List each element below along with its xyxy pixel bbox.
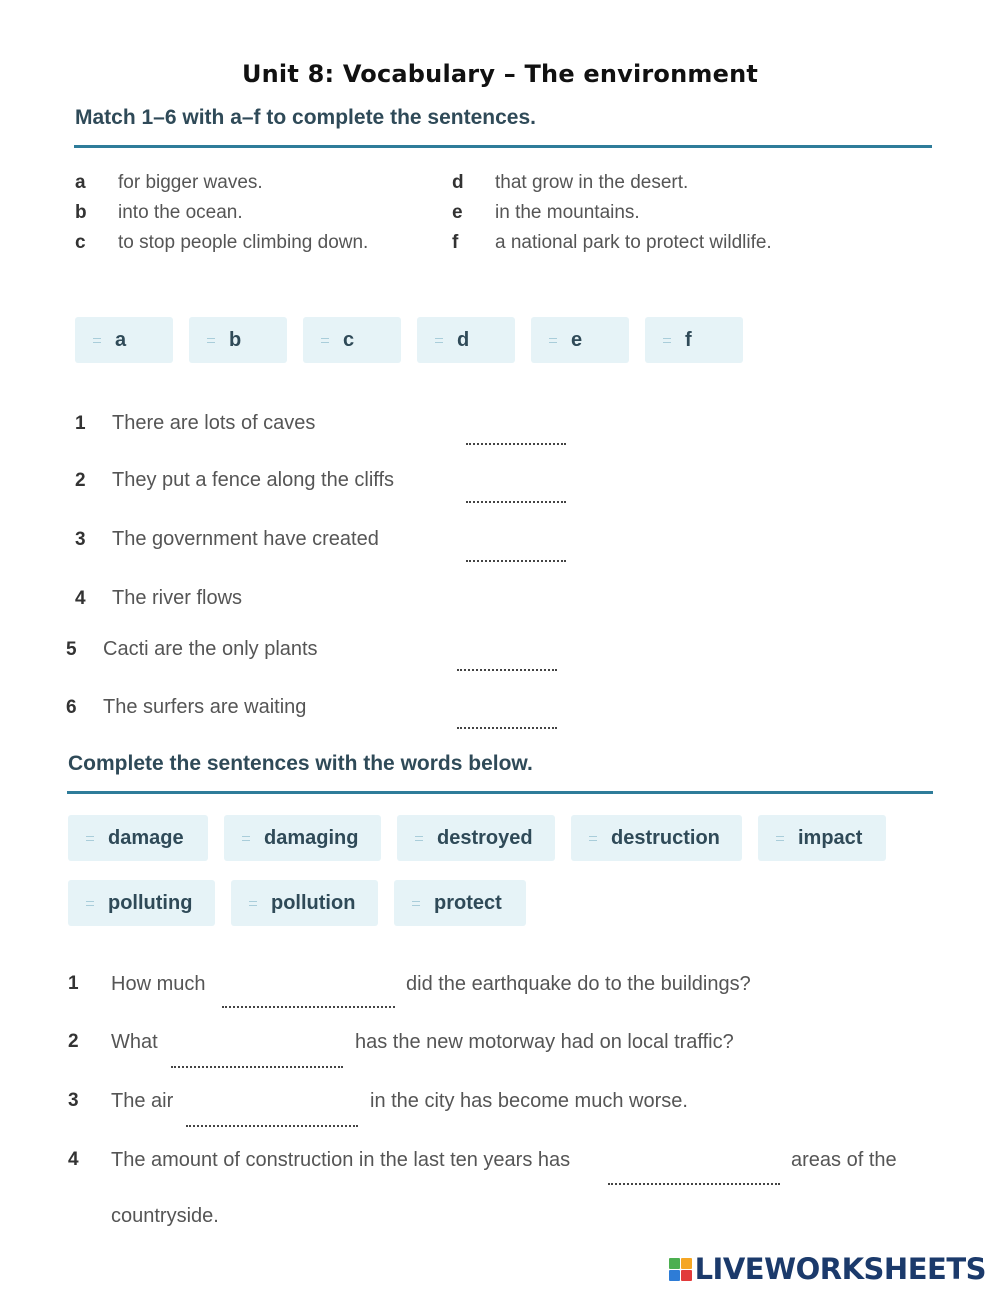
- answer-blank-6[interactable]: [457, 727, 557, 729]
- word-chip-polluting[interactable]: polluting: [68, 880, 215, 926]
- item-sentence: Cacti are the only plants: [103, 638, 318, 660]
- item-number: 4: [68, 1149, 79, 1170]
- liveworksheets-logo[interactable]: [669, 1252, 986, 1286]
- item-number: 5: [66, 639, 77, 660]
- section2-heading: Complete the sentences with the words below.: [68, 752, 533, 775]
- drag-handle-icon: [207, 338, 215, 343]
- logo-text: LIVEWORKSHEETS: [694, 1252, 986, 1286]
- answer-blank-3[interactable]: [466, 560, 566, 562]
- logo-square: [681, 1258, 692, 1269]
- option-text-c: to stop people climbing down.: [118, 232, 369, 253]
- answer-blank-s2-3[interactable]: [186, 1125, 358, 1127]
- option-letter-b: b: [75, 202, 87, 223]
- logo-square: [681, 1270, 692, 1281]
- option-letter-e: e: [452, 202, 463, 223]
- sentence-start: The air: [111, 1090, 174, 1112]
- item-number: 2: [75, 470, 86, 491]
- item-number: 4: [75, 588, 86, 609]
- answer-blank-5[interactable]: [457, 669, 557, 671]
- option-text-b: into the ocean.: [118, 202, 243, 223]
- sentence-end: has the new motorway had on local traffic?: [355, 1031, 734, 1053]
- option-text-d: that grow in the desert.: [495, 172, 689, 193]
- sentence-end: areas of the: [791, 1149, 897, 1171]
- drag-handle-icon: [249, 901, 257, 906]
- word-chip-destroyed[interactable]: destroyed: [397, 815, 555, 861]
- drag-handle-icon: [549, 338, 557, 343]
- sentence-continuation: countryside.: [111, 1205, 219, 1227]
- drag-handle-icon: [242, 836, 250, 841]
- page-title: Unit 8: Vocabulary – The environment: [241, 60, 759, 88]
- drag-handle-icon: [776, 836, 784, 841]
- item-sentence: They put a fence along the cliffs: [112, 469, 395, 491]
- section1-divider: [74, 145, 932, 148]
- section2-divider: [67, 791, 933, 794]
- answer-blank-s2-2[interactable]: [171, 1066, 343, 1068]
- answer-blank-s2-1[interactable]: [222, 1006, 395, 1008]
- item-sentence: The surfers are waiting: [103, 696, 307, 718]
- logo-square: [669, 1270, 680, 1281]
- sentence-start: How much: [111, 973, 206, 995]
- drag-handle-icon: [435, 338, 443, 343]
- drag-handle-icon: [86, 836, 94, 841]
- item-number: 1: [68, 973, 79, 994]
- word-chip-pollution[interactable]: pollution: [231, 880, 378, 926]
- sentence-start: What: [111, 1031, 158, 1053]
- option-text-f: a national park to protect wildlife.: [495, 232, 772, 253]
- option-letter-f: f: [452, 232, 459, 253]
- item-number: 2: [68, 1031, 79, 1052]
- answer-blank-2[interactable]: [466, 501, 566, 503]
- drag-handle-icon: [415, 836, 423, 841]
- option-text-a: for bigger waves.: [118, 172, 263, 193]
- word-chip-protect[interactable]: protect: [394, 880, 526, 926]
- option-text-e: in the mountains.: [495, 202, 640, 223]
- logo-grid-icon: [669, 1258, 692, 1281]
- word-chip-impact[interactable]: impact: [758, 815, 886, 861]
- drag-handle-icon: [589, 836, 597, 841]
- word-chip-destruction[interactable]: destruction: [571, 815, 742, 861]
- item-number: 3: [75, 529, 86, 550]
- item-sentence: The river flows: [112, 587, 243, 609]
- item-sentence: There are lots of caves: [112, 412, 316, 434]
- drag-chip-d[interactable]: d: [417, 317, 515, 363]
- section1-heading: Match 1–6 with a–f to complete the sentences.: [75, 106, 536, 129]
- option-letter-a: a: [75, 172, 86, 193]
- drag-handle-icon: [86, 901, 94, 906]
- item-number: 6: [66, 697, 77, 718]
- answer-blank-s2-4[interactable]: [608, 1183, 780, 1185]
- drag-chip-c[interactable]: c: [303, 317, 401, 363]
- drag-chip-e[interactable]: e: [531, 317, 629, 363]
- option-letter-d: d: [452, 172, 464, 193]
- sentence-end: in the city has become much worse.: [370, 1090, 688, 1112]
- answer-blank-1[interactable]: [466, 443, 566, 445]
- sentence-end: did the earthquake do to the buildings?: [406, 973, 751, 995]
- drag-handle-icon: [412, 901, 420, 906]
- drag-chip-f[interactable]: f: [645, 317, 743, 363]
- drag-handle-icon: [663, 338, 671, 343]
- drag-chip-b[interactable]: b: [189, 317, 287, 363]
- word-chip-damaging[interactable]: damaging: [224, 815, 381, 861]
- item-number: 3: [68, 1090, 79, 1111]
- item-number: 1: [75, 413, 86, 434]
- drag-handle-icon: [321, 338, 329, 343]
- item-sentence: The government have created: [112, 528, 379, 550]
- logo-square: [669, 1258, 680, 1269]
- sentence-start: The amount of construction in the last ten years has: [111, 1149, 571, 1171]
- option-letter-c: c: [75, 232, 86, 253]
- drag-chip-a[interactable]: a: [75, 317, 173, 363]
- word-chip-damage[interactable]: damage: [68, 815, 208, 861]
- drag-handle-icon: [93, 338, 101, 343]
